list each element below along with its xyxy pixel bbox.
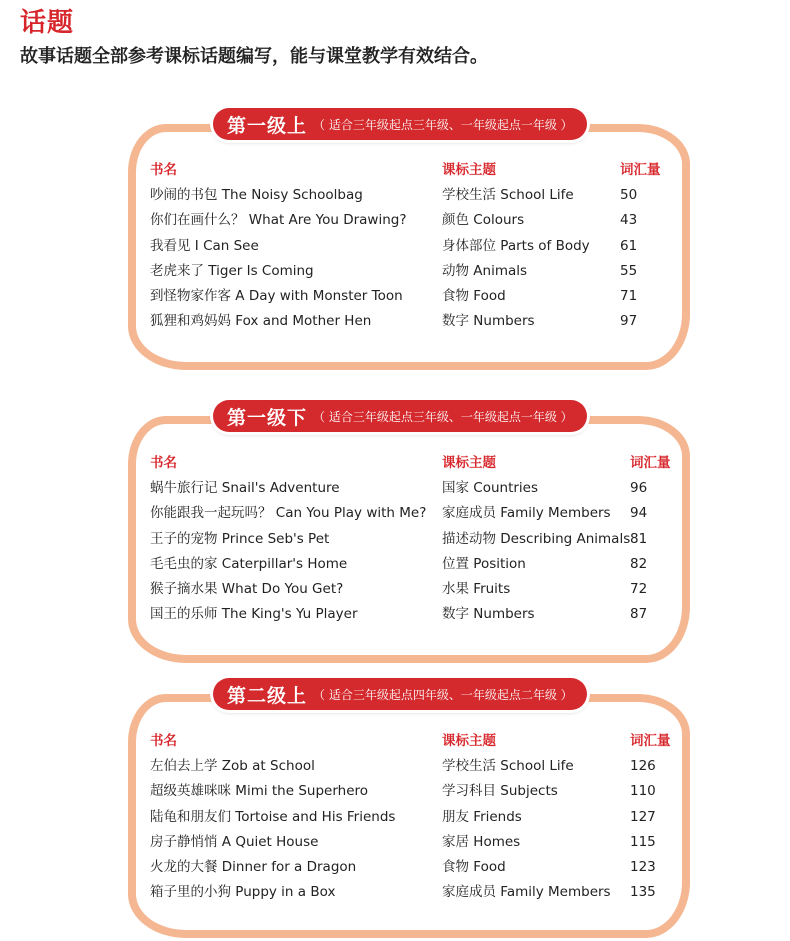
vocab-count: 97: [620, 313, 638, 330]
table-row: [150, 476, 680, 501]
vocab-count: 72: [630, 580, 648, 597]
table-row: [150, 602, 680, 627]
page-title: 话题: [20, 8, 75, 38]
level-note: （ 适合三年级起点四年级、一年级起点二年级 ）: [313, 687, 573, 702]
vocab-count: 87: [630, 606, 648, 623]
vocab-count: 82: [630, 555, 648, 572]
vocab-count: 61: [620, 237, 638, 254]
vocab-count: 127: [630, 808, 656, 825]
vocab-count: 96: [630, 480, 648, 497]
book-title: 蜗牛旅行记 Snail's Adventure: [150, 480, 340, 497]
topic: 数字 Numbers: [442, 606, 535, 623]
topic: 身体部位 Parts of Body: [442, 237, 590, 254]
level-name: 第一级下: [227, 406, 308, 429]
book-table-2a: [150, 729, 680, 905]
level-name: 第一级上: [227, 114, 308, 137]
header-topic: 课标主题: [442, 455, 496, 471]
book-title: 我看见 I Can See: [150, 237, 259, 254]
topic: 家庭成员 Family Members: [442, 505, 611, 522]
topic: 学校生活 School Life: [442, 758, 574, 775]
page-subtitle: 故事话题全部参考课标话题编写，能与课堂教学有效结合。: [20, 46, 488, 67]
topic: 食物 Food: [442, 287, 506, 304]
topic: 学习科目 Subjects: [442, 783, 558, 800]
table-header: [150, 451, 680, 476]
level-banner-2a: [213, 678, 587, 710]
vocab-count: 126: [630, 758, 656, 775]
table-row: [150, 779, 680, 804]
topic: 国家 Countries: [442, 480, 539, 497]
header-vocab: 词汇量: [630, 733, 671, 749]
vocab-count: 50: [620, 187, 638, 204]
book-title: 你能跟我一起玩吗？ Can You Play with Me?: [150, 505, 427, 522]
topic: 家庭成员 Family Members: [442, 884, 611, 901]
header-book: 书名: [150, 162, 177, 178]
header-vocab: 词汇量: [630, 455, 671, 471]
vocab-count: 43: [620, 212, 638, 229]
vocab-count: 135: [630, 884, 656, 901]
table-row: [150, 577, 680, 602]
table-header: [150, 729, 680, 754]
level-name: 第二级上: [227, 684, 308, 707]
table-row: [150, 855, 680, 880]
table-row: [150, 208, 680, 233]
level-note: （ 适合三年级起点三年级、一年级起点一年级 ）: [313, 117, 573, 132]
header-topic: 课标主题: [442, 162, 496, 178]
book-title: 老虎来了 Tiger Is Coming: [150, 262, 314, 279]
table-row: [150, 234, 680, 259]
book-title: 狐狸和鸡妈妈 Fox and Mother Hen: [150, 313, 372, 330]
topic: 位置 Position: [442, 555, 526, 572]
book-title: 房子静悄悄 A Quiet House: [150, 833, 319, 850]
table-row: [150, 527, 680, 552]
vocab-count: 94: [630, 505, 648, 522]
vocab-count: 110: [630, 783, 656, 800]
table-row: [150, 830, 680, 855]
book-title: 火龙的大餐 Dinner for a Dragon: [150, 858, 357, 875]
table-row: [150, 183, 680, 208]
book-title: 你们在画什么？ What Are You Drawing?: [150, 212, 407, 229]
book-table-1b: [150, 451, 680, 627]
book-title: 箱子里的小狗 Puppy in a Box: [150, 884, 336, 901]
book-title: 毛毛虫的家 Caterpillar's Home: [150, 555, 348, 572]
vocab-count: 123: [630, 858, 656, 875]
topic: 数字 Numbers: [442, 313, 535, 330]
level-banner-1b: [213, 400, 587, 432]
book-title: 国王的乐师 The King's Yu Player: [150, 606, 358, 623]
book-title: 猴子摘水果 What Do You Get?: [150, 580, 344, 597]
topic: 朋友 Friends: [442, 808, 522, 825]
vocab-count: 55: [620, 262, 638, 279]
level-note: （ 适合三年级起点三年级、一年级起点一年级 ）: [313, 409, 573, 424]
book-title: 吵闹的书包 The Noisy Schoolbag: [150, 187, 363, 204]
topic: 食物 Food: [442, 858, 506, 875]
header-vocab: 词汇量: [620, 162, 661, 178]
vocab-count: 115: [630, 833, 656, 850]
table-row: [150, 754, 680, 779]
header-topic: 课标主题: [442, 733, 496, 749]
table-header: [150, 158, 680, 183]
topic: 颜色 Colours: [442, 212, 525, 229]
table-row: [150, 309, 680, 334]
topic: 描述动物 Describing Animals: [442, 530, 631, 547]
table-row: [150, 501, 680, 526]
header-book: 书名: [150, 733, 177, 749]
book-title: 到怪物家作客 A Day with Monster Toon: [150, 287, 403, 304]
topic: 家居 Homes: [442, 833, 521, 850]
book-title: 左伯去上学 Zob at School: [150, 758, 315, 775]
table-row: [150, 805, 680, 830]
header-book: 书名: [150, 455, 177, 471]
topic: 水果 Fruits: [442, 580, 511, 597]
book-title: 陆龟和朋友们 Tortoise and His Friends: [150, 808, 396, 825]
topic: 动物 Animals: [442, 262, 528, 279]
table-row: [150, 284, 680, 309]
level-banner-1a: [213, 108, 587, 140]
vocab-count: 81: [630, 530, 648, 547]
book-table-1a: [150, 158, 680, 334]
table-row: [150, 259, 680, 284]
vocab-count: 71: [620, 287, 638, 304]
table-row: [150, 880, 680, 905]
book-title: 超级英雄咪咪 Mimi the Superhero: [150, 783, 369, 800]
topic: 学校生活 School Life: [442, 187, 574, 204]
book-title: 王子的宠物 Prince Seb's Pet: [150, 530, 330, 547]
table-row: [150, 552, 680, 577]
